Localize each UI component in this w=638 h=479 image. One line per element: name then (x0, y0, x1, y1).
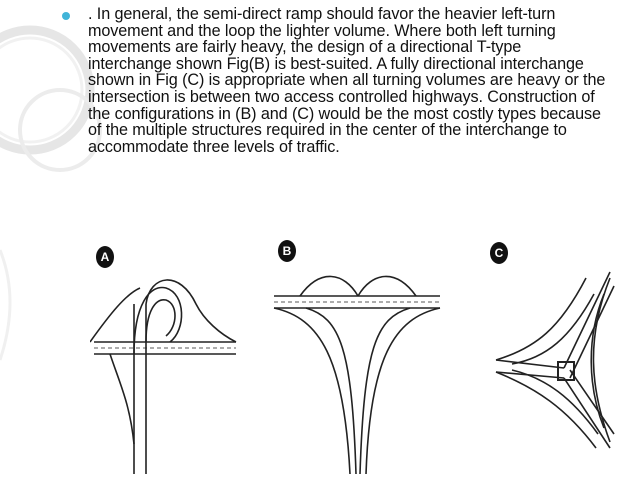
figure-b (270, 238, 445, 474)
figure-c-badge: C (490, 242, 508, 264)
bullet-icon (62, 12, 70, 20)
figure-b-diagram (270, 238, 445, 474)
figure-c-diagram (486, 238, 616, 474)
figure-a-badge: A (96, 246, 114, 268)
bullet-item (58, 6, 618, 224)
figure-a-diagram (90, 244, 240, 474)
bullet-paragraph: . In general, the semi-direct ramp should favor the heavier left-turn movement and the loop the lighter volume. Where both left turning movements are fairly heavy, the design of a directional T-type interchange shown Fig(B) is best-suited. A fully directional interchange shown in Fig (C) is appropriate when all turning volumes are heavy or the intersection is between two access controlled highways. Construction of the configurations in (B) and (C) would be the most costly types because of the multiple structures required in the center of the interchange to accommodate three levels of traffic. (88, 6, 606, 156)
figure-a (90, 244, 240, 474)
figure-c (486, 238, 616, 474)
figure-b-badge: B (278, 240, 296, 262)
